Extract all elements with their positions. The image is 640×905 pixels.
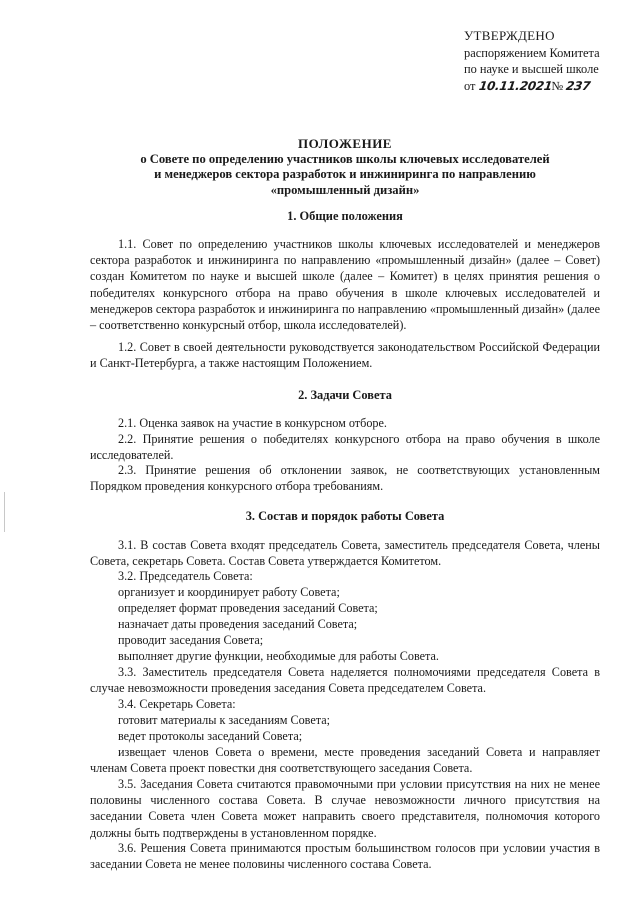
list-item: ведет протоколы заседаний Совета;: [118, 729, 303, 743]
paragraph-3-3: 3.3. Заместитель председателя Совета наделяется полномочиями председателя Совета в случае невозможности проведения заседания Совета председателем Совета.: [90, 665, 600, 696]
list-item: определяет формат проведения заседаний Совета;: [118, 601, 378, 615]
approval-number: 237: [565, 78, 592, 93]
list-item: готовит материалы к заседаниям Совета;: [118, 713, 331, 727]
title-line-3: «промышленный дизайн»: [270, 182, 420, 197]
paragraph-3-5: 3.5. Заседания Совета считаются правомочными при условии присутствия на них не менее половины численного состава Совета. В случае невозможности личного присутствия на заседании Совета член Совета может направить своего представителя, полномочия которого должны быть подтверждены в установленном порядке.: [90, 777, 600, 840]
list-item: проводит заседания Совета;: [118, 633, 264, 647]
approval-date: 10.11.2021: [477, 78, 553, 93]
paragraph-3-2: 3.2. Председатель Совета:: [118, 569, 253, 583]
section-1-heading: 1. Общие положения: [287, 209, 403, 223]
list-item: выполняет другие функции, необходимые для работы Совета.: [118, 649, 439, 663]
scan-edge-mark: [4, 492, 5, 532]
paragraph-3-6: 3.6. Решения Совета принимаются простым большинством голосов при условии участия в заседании Совета не менее половины численного состава Совета.: [90, 841, 600, 872]
section-3-heading: 3. Состав и порядок работы Совета: [245, 509, 445, 523]
title-line-1: о Совете по определению участников школы ключевых исследователей: [140, 151, 550, 166]
paragraph-2-3: 2.3. Принятие решения об отклонении заявок, не соответствующих установленным Порядком проведения конкурсного отбора требованиям.: [90, 463, 600, 494]
document-title: [90, 136, 600, 198]
approval-date-line: [464, 78, 634, 95]
list-item: назначает даты проведения заседаний Совета;: [118, 617, 358, 631]
paragraph-3-4-last: извещает членов Совета о времени, месте проведения заседаний Совета и направляет членам Совета проект повестки дня соответствующего заседания Совета.: [90, 745, 600, 776]
approval-from-label: от: [464, 78, 476, 93]
paragraph-2-2: 2.2. Принятие решения о победителях конкурсного отбора на право обучения в школе исследователей.: [90, 432, 600, 463]
list-item: организует и координирует работу Совета;: [118, 585, 340, 599]
section-2-heading: 2. Задачи Совета: [298, 388, 392, 402]
approval-block: [464, 28, 634, 94]
approval-heading: УТВЕРЖДЕНО: [464, 28, 555, 43]
paragraph-1-2: 1.2. Совет в своей деятельности руководствуется законодательством Российской Федерации и Санкт-Петербурга, а также настоящим Положением.: [90, 340, 600, 371]
title-line-2: и менеджеров сектора разработок и инжиниринга по направлению: [154, 167, 536, 182]
paragraph-1-1: 1.1. Совет по определению участников школы ключевых исследователей и менеджеров сектора разработок и инжиниринга по направлению «промышленный дизайн» (далее – Совет) создан Комитетом по науке и высшей школе (далее – Комитет) в целях принятия решения о победителях конкурсного отбора на право обучения в школе ключевых исследователей и менеджеров сектора разработок и инжиниринга по направлению «промышленный дизайн» (далее – соответственно конкурсный отбор, школа исследователей).: [90, 237, 600, 333]
paragraph-2-1: 2.1. Оценка заявок на участие в конкурсном отборе.: [118, 416, 387, 430]
paragraph-3-4: 3.4. Секретарь Совета:: [118, 697, 236, 711]
approval-line-2: по науке и высшей школе: [464, 62, 599, 76]
title-main: ПОЛОЖЕНИЕ: [298, 136, 392, 151]
approval-line-1: распоряжением Комитета: [464, 45, 600, 60]
paragraph-3-1: 3.1. В состав Совета входят председатель Совета, заместитель председателя Совета, члены Совета, секретарь Совета. Состав Совета утверждается Комитетом.: [90, 538, 600, 569]
approval-number-label: №: [551, 78, 564, 93]
